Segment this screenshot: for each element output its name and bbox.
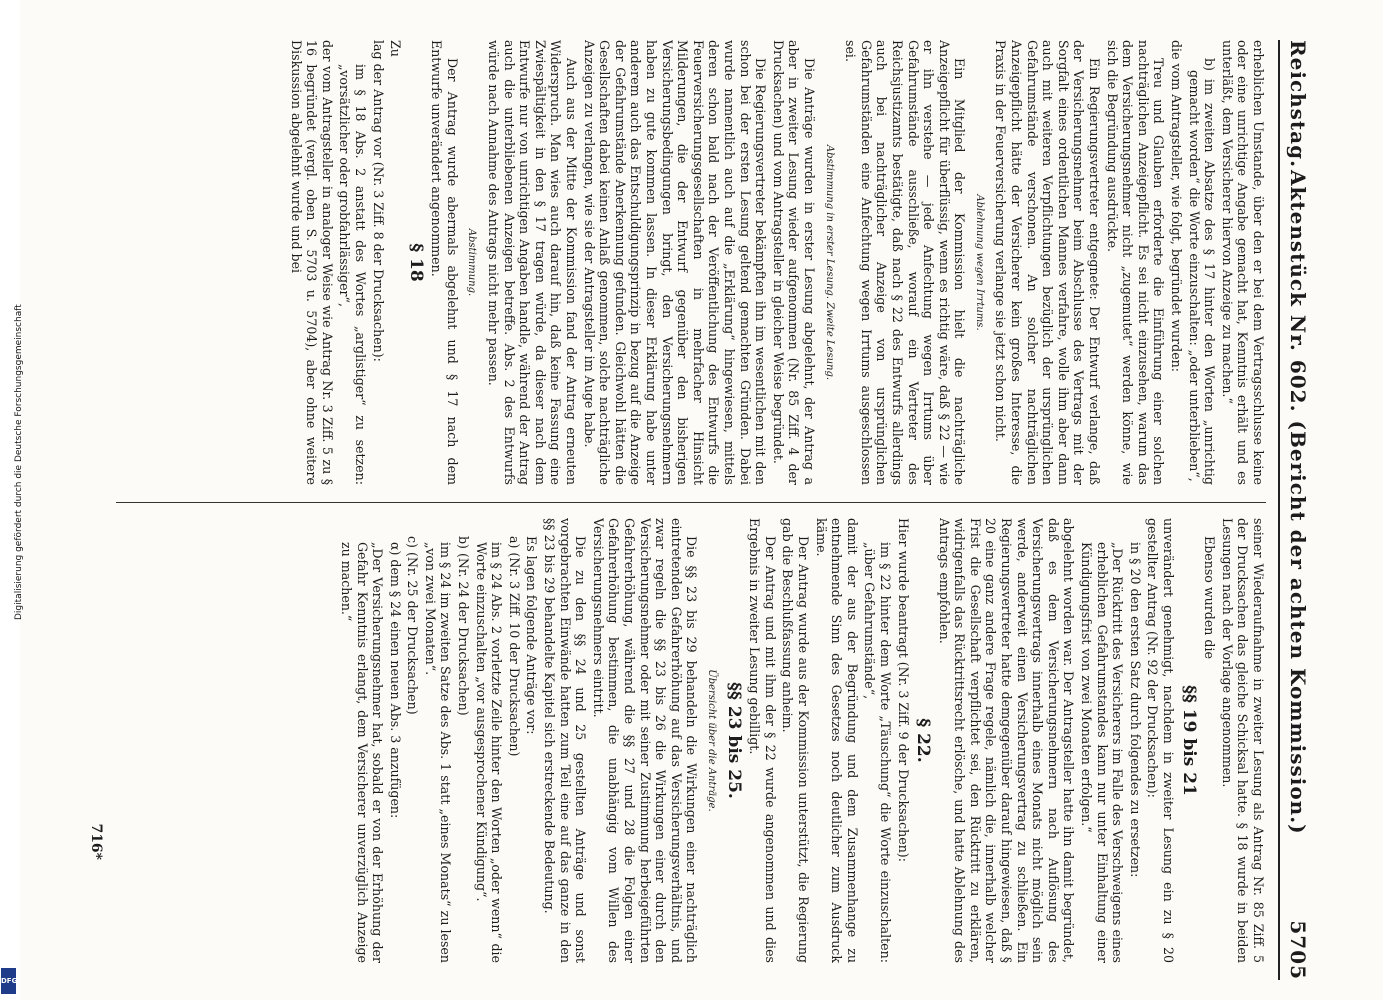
paragraph: Die Regierungsvertreter bekämpften ihn im wesentlichen mit den schon bei der ersten Lesung geltend gemachten Gründen. Dabei wurde namentlich auch auf die „Erklärung“ hingewiesen, mittels deren schon bald nach der Veröffentlichung des Entwurfs die Feuerversicherungsgesellschaften in mehrfacher Hinsicht Milderungen, die der Entwurf gegenüber den bisherigen Versicherungsbedingungen bringt, den Versicherungsnehmern haben zu gute kommen lassen. In dieser Erklärung habe unter anderem auch das Entschuldigungsprinzip in bezug auf die Anzeige der Gefahrumstände Anerkennung gefunden. Gleichwohl hätten die Gesellschaften dabei keinen Anlaß genommen, solche nachträgliche Anzeigen zu verlangen, wie sie der Antragsteller im Auge habe. <box>581 40 769 485</box>
paragraph: Der Antrag und mit ihm der § 22 wurde angenommen und dies Ergebnis in zweiter Lesung gebilligt. <box>747 518 778 963</box>
paragraph: Ebenso wurden die <box>1202 536 1218 659</box>
paragraph: damit der aus der Begründung und dem Zusammenhange zu entnehmende Sinn des Gesetzes noch deutlicher zum Ausdruck käme. <box>813 518 860 963</box>
header-rule <box>1278 40 1280 980</box>
section-heading: § 18 <box>405 243 426 282</box>
rotated-sheet <box>74 40 1314 980</box>
digitization-note <box>0 0 24 1000</box>
section-heading: §§ 23 bis 25. <box>723 682 744 799</box>
paragraph: b) (Nr. 24 der Drucksachen) <box>456 536 472 716</box>
section-heading: Ablehnung wegen Irrtums. <box>973 194 985 331</box>
page-number: 5705 <box>1286 920 1310 980</box>
paragraph: Zu <box>388 40 404 57</box>
paragraph: a) (Nr. 3 Ziff. 10 der Drucksachen) <box>506 536 522 757</box>
text-column-left <box>106 40 1266 485</box>
paragraph: Hier wurde beantragt (Nr. 3 Ziff. 9 der Drucksachen): <box>895 518 911 862</box>
section-heading: Abstimmung. <box>466 228 478 297</box>
paragraph: b) im zweiten Absatze des § 17 hinter den Worten „unrichtig gemacht worden“ die Worte einzuschalten: „oder unterblieben“, <box>1186 58 1218 485</box>
paragraph: Die zu den §§ 24 und 25 gestellten Anträge und sonst vorgebrachten Einwände hatten zum Teil eine auf das ganze in den §§ 23 bis 29 behandelte Kapitel sich erstreckende Bedeutung. <box>542 518 589 963</box>
paragraph: Ein Regierungsvertreter entgegnete: Der Entwurf verlange, daß der Versicherungsnehmer beim Abschlusse des Vertrags mit der Sorgfalt eines ordentlichen Mannes verfahre, wolle ihm aber dann auch mit weiteren Verpflichtungen bezüglich der ursprünglichen Gefahrumstände verschonen. An solcher nachträglichen Anzeigepflicht hätte der Versicherer kein großes Interesse, die Praxis in der Feuerversicherung verlange sie jetzt schon nicht. <box>993 40 1103 485</box>
section-heading: Abstimmung in erster Lesung. Zweite Lesung. <box>823 144 835 381</box>
header-title <box>1286 170 1310 835</box>
paragraph: im § 24 Abs. 2 vorletzte Zeile hinter den Worten „oder wenn“ die Worte einzuschalten „vor ausgesprochener Kündigung“. <box>473 542 505 963</box>
paragraph: seiner Wiederaufnahme in zweiter Lesung als Antrag Nr. 85 Ziff. 5 der Drucksachen das gleiche Schicksal hatte. § 18 wurde in beiden Lesungen nach der Vorlage angenommen. <box>1219 518 1266 963</box>
paragraph: abgelehnt worden war. Der Antragsteller hatte ihn damit begründet, daß es dem Versicherungsnehmern nach Auflösung des Versicherungsvertrags innerhalb eines Monats nicht möglich sein werde, anderweit einen Versicherungsvertrag zu schließen. Ein Regierungsvertreter hatte demgegenüber darauf hingewiesen, daß § 20 eine ganz andere Frage regele, nämlich die, innerhalb welcher Frist die Gesellschaft verpflichtet sei, den Rücktritt zu erklären, widrigenfalls das Rücktrittsrecht erlösche, und hatte Ablehnung des Antrags empfohlen. <box>936 518 1077 963</box>
paragraph: „Der Versicherungsnehmer hat, sobald er von der Erhöhung der Gefahr Kenntnis erlangt, dem Versicherer unverzüglich Anzeige zu machen.“ <box>338 542 386 963</box>
text-column-right <box>106 518 1266 963</box>
paragraph: im § 22 hinter dem Worte „Täuschung“ die Worte einzuschalten: „über Gefahrumstände“, <box>862 542 893 963</box>
paragraph: Der Antrag wurde aus der Kommission unterstützt, die Regierung gab die Beschlußfassung anheim. <box>780 518 811 963</box>
header-center: Aktenstück Nr. 602. <box>1286 170 1310 413</box>
paragraph: der vom Antragsteller in analoger Weise wie Antrag Nr. 3 Ziff. 5 zu § 16 begründet (vergl. oben S. 5703 u. 5704), aber ohne weitere Diskussion abgelehnt wurde und bei <box>288 40 335 485</box>
dfg-logo: DFG <box>1 968 16 994</box>
sidenote-text: Digitalisierung gefördert durch die Deutsche Forschungsgemeinschaft <box>14 304 24 620</box>
header-left: Reichstag. <box>1286 40 1310 169</box>
paragraph: in § 20 den ersten Satz durch folgendes zu ersetzen: <box>1127 542 1143 878</box>
section-heading: Übersicht über die Anträge. <box>706 669 717 812</box>
paragraph: Es lagen folgende Anträge vor: <box>524 536 540 735</box>
paragraph: Die §§ 23 bis 29 behandeln die Wirkungen einer nachträglich eintretenden Gefahrerhöhung auf das Versicherungsverhältnis, und zwar regeln die §§ 23 bis 26 die Wirkungen einer durch den Versicherungsnehmer oder mit seiner Zustimmung herbeigeführten Gefahrerhöhung, während die §§ 27 und 28 die Folgen einer Gefahrerhöhung bestimmen, die unabhängig vom Willen des Versicherungsnehmers eintritt. <box>590 518 700 963</box>
paragraph: α) dem § 24 einen neuen Abs. 3 anzufügen: <box>387 542 403 819</box>
paragraph: Der Antrag wurde abermals abgelehnt und § 17 nach dem Entwurfe unverändert angenommen. <box>429 40 460 485</box>
paragraph: c) (Nr. 25 der Drucksachen) <box>405 536 421 715</box>
paragraph: erheblichen Umstande, über den er bei dem Vertragsschlusse keine oder eine unrichtige Angabe gemacht hat, Kenntnis erhält und es unterläßt, dem Versicherer hiervon Anzeige zu machen.“ <box>1219 40 1266 485</box>
running-header <box>1274 40 1314 980</box>
paragraph: unverändert genehmigt, nachdem in zweiter Lesung ein zu § 20 gestellter Antrag (Nr. 92 der Drucksachen): <box>1145 518 1177 963</box>
section-heading: §§ 19 bis 21 <box>1178 685 1199 796</box>
paragraph: Auch aus der Mitte der Kommission fand der Antrag erneuten Widerspruch. Man wies auch darauf hin, daß keine Fassung eine Zwiespältigkeit in den § 17 tragen würde, da dieser nach dem Entwurfe nur von unrichtigen Angaben handle, während der Antrag auch die unterbliebenen Anzeigen betreffe. Abs. 2 des Entwurfs würde nach Annahme des Antrags nicht mehr passen. <box>486 40 580 485</box>
paragraph: im § 18 Abs. 2 anstatt des Wortes „arglistiger“ zu setzen: „vorsätzlicher oder grobfahrlässiger“, <box>337 64 368 485</box>
column-divider <box>116 502 1266 503</box>
paragraph: Treu und Glauben erforderte die Einführung einer solchen nachträglichen Anzeigepflicht. Es sei nicht einzusehen, warum das dem Versicherungsnehmer nicht „zugemutet“ werden könne, wie sich die Begründung ausdrückte. <box>1104 40 1167 485</box>
paragraph: „Der Rücktritt des Versicherers im Falle des Verschweigens eines erheblichen Gefahrumstandes kann nur unter Einhaltung einer Kündigungsfrist von zwei Monaten erfolgen.“ <box>1079 542 1126 963</box>
paragraph: im § 24 im zweiten Satze des Abs. 1 statt „eines Monats“ zu lesen „von zwei Monaten“. <box>422 542 454 963</box>
header-subtitle: (Bericht der achten Kommission.) <box>1286 420 1310 835</box>
signature-mark: 716* <box>88 823 104 860</box>
section-heading: § 22. <box>913 718 934 763</box>
paragraph: die vom Antragsteller, wie folgt, begründet wurden: <box>1169 40 1185 373</box>
paragraph: Die Anträge wurden in erster Lesung abgelehnt, der Antrag a aber in zweiter Lesung wieder aufgenommen (Nr. 85 Ziff. 4 der Drucksachen) und vom Antragsteller in gleicher Weise begründet. <box>770 40 817 485</box>
paragraph: lag der Antrag vor (Nr. 3 Ziff. 8 der Drucksachen): <box>370 40 386 362</box>
paragraph: Ein Mitglied der Kommission hielt die nachträgliche Anzeigepflicht für überflüssig, wenn es richtig wäre, daß § 22 — wie er ihn verstehe — jede Anfechtung wegen Irrtums über Gefahrumstände ausschließe, worauf ein Vertreter des Reichsjustizamts bestätigte, daß nach § 22 des Entwurfs allerdings auch bei nachträglicher Anzeige von ursprünglichen Gefahrumständen eine Anfechtung wegen Irrtums ausgeschlossen sei. <box>843 40 968 485</box>
